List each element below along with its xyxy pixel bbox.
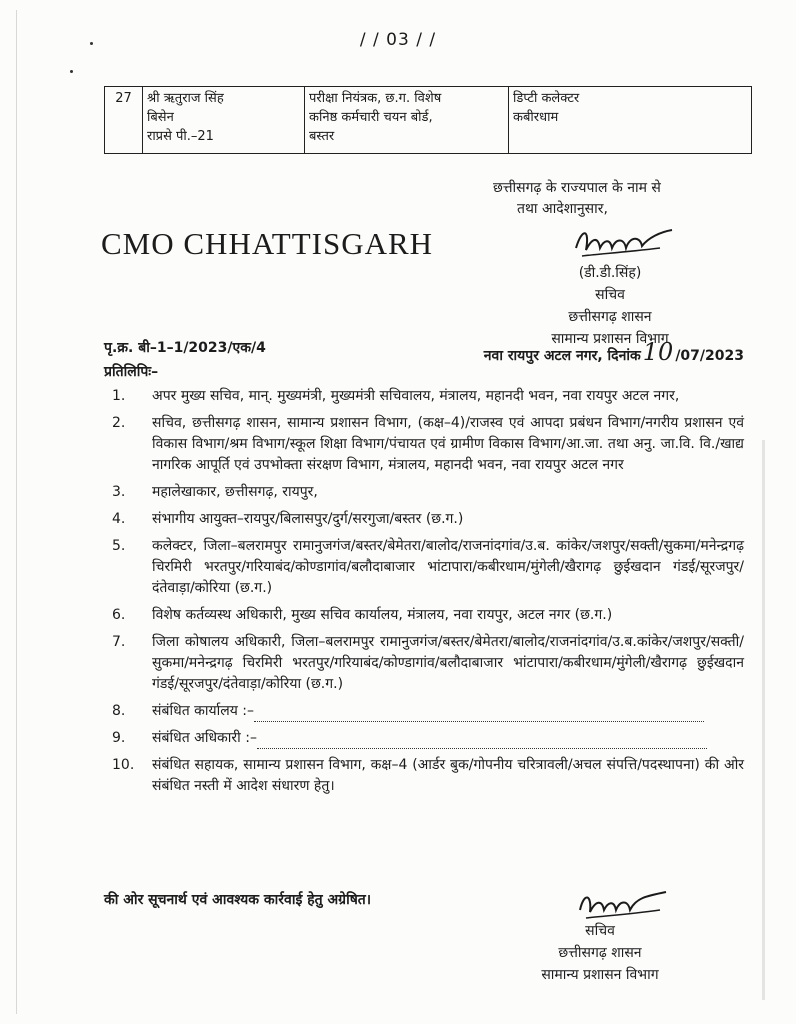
item-text: कलेक्टर, जिला–बलरामपुर रामानुजगंज/बस्तर/बेमेतरा/बालोद/राजनांदगांव/उ.ब. कांकेर/जशपुर/सक्ती/सुकमा/मनेन्द्रगढ़ चिरमिरी भरतपुर/गरियाबंद/कोण्डागांव/बलौदाबाजार भांटापारा/कबीरधाम/मुंगेली/खैरागढ़ छुईखदान गंडई/सूरजपुर/दंतेवाड़ा/कोरिया (छ.ग.) [152,538,744,596]
list-item [104,509,744,530]
item-number: 2. [112,415,126,431]
item-text: जिला कोषालय अधिकारी, जिला–बलरामपुर रामानुजगंज/बस्तर/बेमेतरा/बालोद/राजनांदगांव/उ.ब.कांकेर/जशपुर/सक्ती/सुकमा/मनेन्द्रगढ़ चिरमिरी भरतपुर/गरियाबंद/कोण्डागांव/बलौदाबाजार भांटापारा/कबीरधाम/मुंगेली/खैरागढ़ छुईखदान गंडई/सूरजपुर/दंतेवाड़ा/कोरिया (छ.ग.) [152,634,744,692]
place-label: नवा रायपुर अटल नगर, दिनांक [483,348,641,364]
signatory-government: छत्तीसगढ़ शासन [558,945,642,961]
item-number: 5. [112,538,126,554]
reference-date [484,338,744,366]
closing-line: की ओर सूचनार्थ एवं आवश्यक कार्रवाई हेतु अग्रेषित। [104,892,372,908]
signatory-government: छत्तीसगढ़ शासन [568,309,652,325]
list-item [104,482,744,503]
signatory-block [490,262,730,350]
order-authority [455,178,755,220]
list-item [104,728,744,749]
scroll-shadow [762,440,765,1000]
new-post-cell [509,87,751,153]
new-post-line: डिप्टी कलेक्टर [513,91,580,106]
copy-heading: प्रतिलिपिः– [104,364,159,380]
item-text [152,728,744,749]
list-item [104,536,744,599]
item-number: 9. [112,730,126,746]
list-item [104,413,744,476]
current-post-line: कनिष्ठ कर्मचारी चयन बोर्ड, [309,110,433,125]
signature-image [568,218,678,266]
item-number: 10. [112,757,135,773]
current-post-line: बस्तर [309,129,335,144]
list-item [104,755,744,797]
order-line-1: छत्तीसगढ़ के राज्यपाल के नाम से [493,180,661,196]
item-number: 7. [112,634,126,650]
order-line-2: तथा आदेशानुसार, [517,201,608,217]
blank-line [257,734,707,749]
new-post-line: कबीरधाम [513,110,559,125]
speck [70,70,73,73]
signatory-department: सामान्य प्रशासन विभाग [541,967,659,983]
item-text: संभागीय आयुक्त–रायपुर/बिलासपुर/दुर्ग/सरगुजा/बस्तर (छ.ग.) [152,511,464,527]
name-line: राप्रसे पी.–21 [147,129,214,144]
reference-number: पृ.क्र. बी–1–1/2023/एक/4 [104,340,266,356]
reference-line [104,338,744,366]
item-text: महालेखाकार, छत्तीसगढ़, रायपुर, [152,484,318,500]
item-number: 1. [112,388,126,404]
item-text: संबंधित सहायक, सामान्य प्रशासन विभाग, कक्ष–4 (आर्डर बुक/गोपनीय चरित्रावली/अचल संपत्ति/पदस्थापना) की ओर संबंधित नस्ती में आदेश संधारण हेतु। [152,757,744,794]
signatory-designation: सचिव [585,923,615,939]
signatory-department: सामान्य प्रशासन विभाग [551,331,669,347]
posting-table [104,86,752,154]
item-number: 4. [112,511,126,527]
item-number: 8. [112,703,126,719]
date-day: 10 [642,338,674,366]
item-text: सचिव, छत्तीसगढ़ शासन, सामान्य प्रशासन विभाग, (कक्ष–4)/राजस्व एवं आपदा प्रबंधन विभाग/नगरीय प्रशासन एवं विकास विभाग/श्रम विभाग/स्कूल शिक्षा विभाग/पंचायत एवं ग्रामीण विकास विभाग/आ.जा. तथा अनु. जा.वि. वि./खाद्य नागरिक आपूर्ति एवं उपभोक्ता संरक्षण विभाग, मंत्रालय, महानदी भवन, नवा रायपुर अटल नगर [152,415,744,473]
signatory-name: (डी.डी.सिंह) [578,265,642,281]
page-number: / / 03 / / [359,30,437,50]
watermark-title: CMO CHHATTISGARH [101,226,434,261]
copy-list [104,386,744,803]
signatory-designation: सचिव [595,287,625,303]
name-line: श्री ऋतुराज सिंह [147,91,224,106]
name-cell [143,87,305,153]
blank-line [254,707,704,722]
item-label: संबंधित अधिकारी :– [152,730,257,746]
item-label: संबंधित कार्यालय :– [152,703,255,719]
current-post-cell [305,87,509,153]
serial-cell: 27 [105,87,143,153]
item-text: अपर मुख्य सचिव, मान्. मुख्यमंत्री, मुख्यमंत्री सचिवालय, मंत्रालय, महानदी भवन, नवा रायपुर अटल नगर, [152,388,680,404]
list-item [104,701,744,722]
list-item [104,386,744,407]
item-number: 6. [112,607,126,623]
item-text [152,701,744,722]
current-post-line: परीक्षा नियंत्रक, छ.ग. विशेष [309,91,442,106]
item-text: विशेष कर्तव्यस्थ अधिकारी, मुख्य सचिव कार्यालय, मंत्रालय, नवा रायपुर, अटल नगर (छ.ग.) [152,607,613,623]
list-item [104,605,744,626]
list-item [104,632,744,695]
date-rest: /07/2023 [675,348,744,364]
item-number: 3. [112,484,126,500]
name-line: बिसेन [147,110,174,125]
signatory-block-2 [500,920,700,986]
